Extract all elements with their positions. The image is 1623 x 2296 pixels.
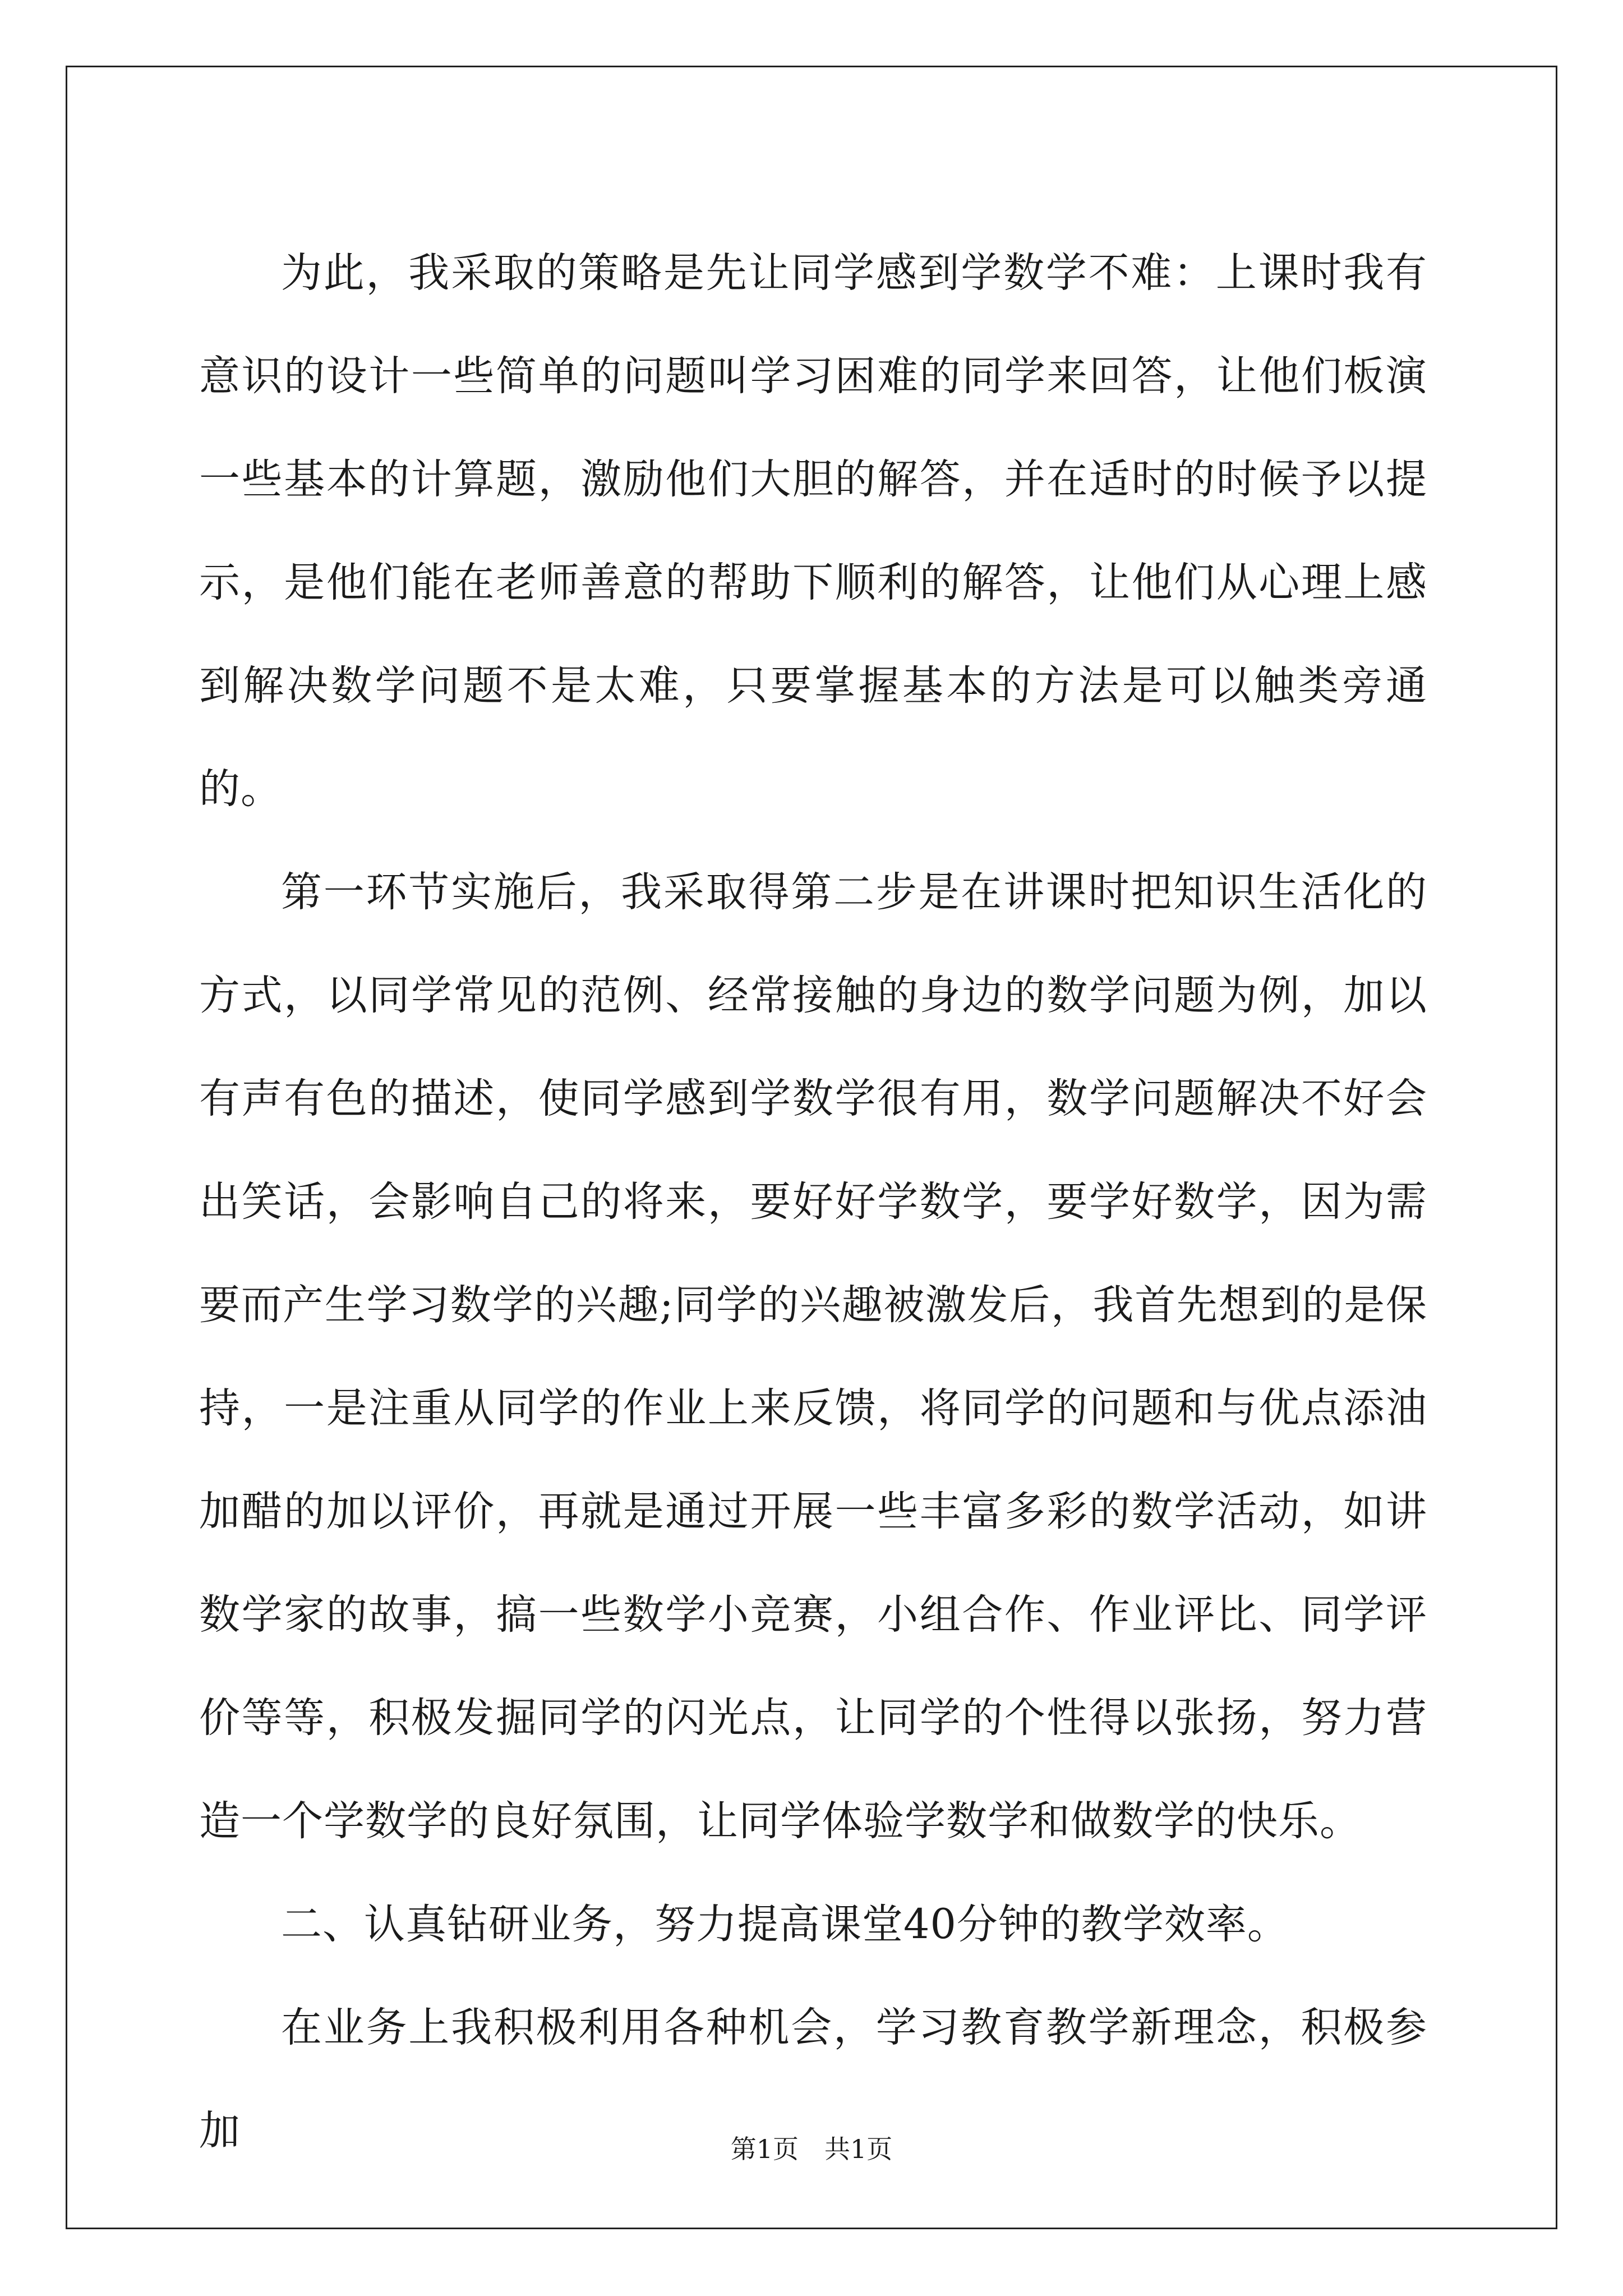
document-body — [199, 222, 1427, 2183]
paragraph: 为此，我采取的策略是先让同学感到学数学不难：上课时我有意识的设计一些简单的问题叫学习困难的同学来回答，让他们板演一些基本的计算题，激励他们大胆的解答，并在适时的时候予以提示，是他们能在老师善意的帮助下顺利的解答，让他们从心理上感到解决数学问题不是太难，只要掌握基本的方法是可以触类旁通的。 — [199, 249, 1427, 813]
page-number: 第1页 共1页 — [730, 2134, 893, 2164]
paragraph: 二、认真钻研业务，努力提高课堂40分钟的教学效率。 — [281, 1901, 1289, 1948]
paragraph: 在业务上我积极利用各种机会，学习教育教学新理念，积极参加 — [199, 2004, 1427, 2155]
page-footer — [0, 2133, 1623, 2165]
paragraph: 第一环节实施后，我采取得第二步是在讲课时把知识生活化的方式，以同学常见的范例、经常接触的身边的数学问题为例，加以有声有色的描述，使同学感到学数学很有用，数学问题解决不好会出笑话，会影响自己的将来，要好好学数学，要学好数学，因为需要而产生学习数学的兴趣;同学的兴趣被激发后，我首先想到的是保持，一是注重从同学的作业上来反馈，将同学的问题和与优点添油加醋的加以评价，再就是通过开展一些丰富多彩的数学活动，如讲数学家的故事，搞一些数学小竞赛，小组合作、作业评比、同学评价等等，积极发掘同学的闪光点，让同学的个性得以张扬，努力营造一个学数学的良好氛围，让同学体验学数学和做数学的快乐。 — [199, 868, 1427, 1845]
